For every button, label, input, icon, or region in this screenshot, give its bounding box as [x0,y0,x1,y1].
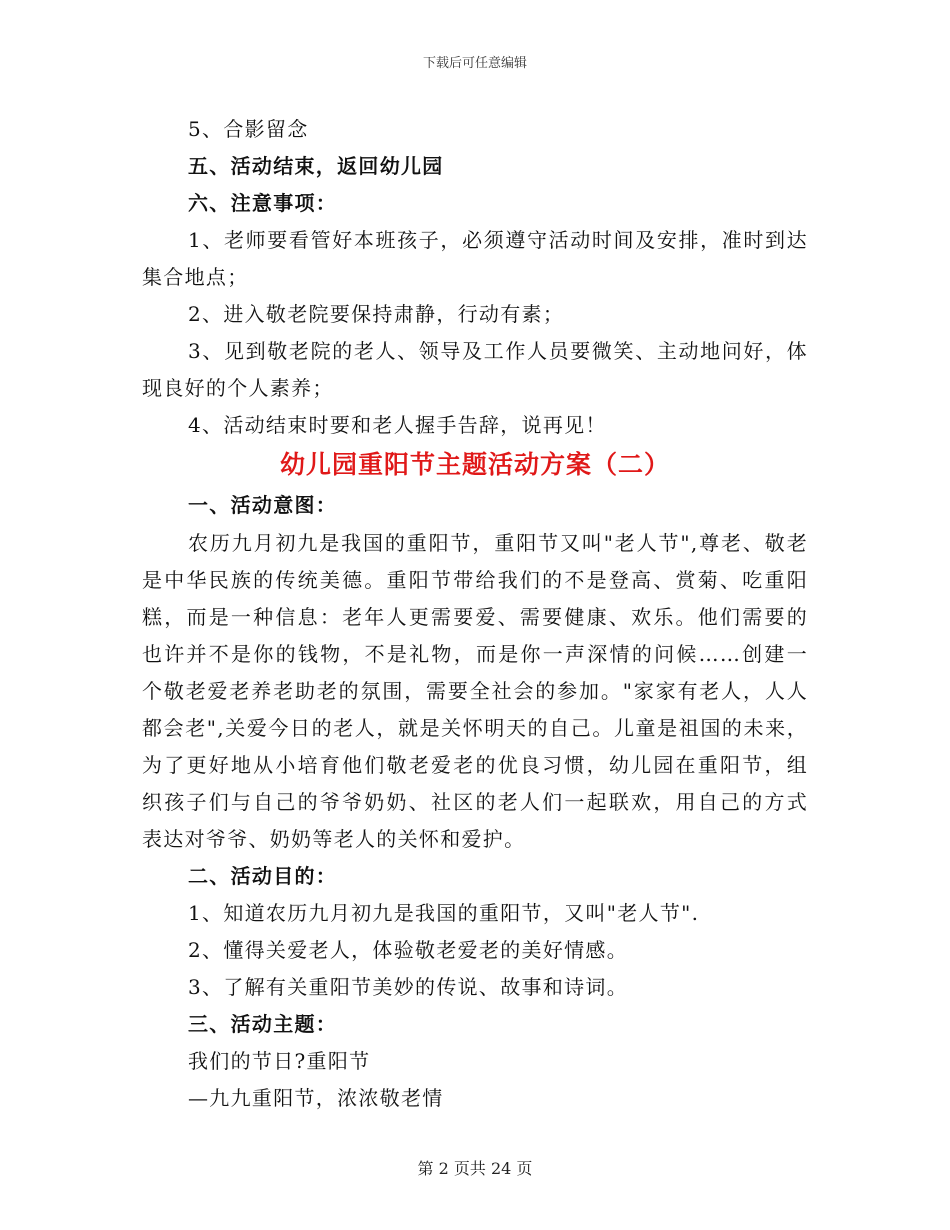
list-item: 2、懂得关爱老人，体验敬老爱老的美好情感。 [188,938,629,962]
paragraph-line: —九九重阳节，浓浓敬老情 [188,1086,444,1110]
paragraph-line: 我们的节日?重阳节 [188,1049,371,1073]
section-heading: 六、注意事项： [188,191,338,215]
section-heading: 一、活动意图： [188,493,338,517]
paragraph-line: 农历九月初九是我国的重阳节，重阳节又叫"老人节",尊老、敬老 [188,531,808,555]
section-heading: 五、活动结束，返回幼儿园 [188,154,444,178]
paragraph-line: 为了更好地从小培育他们敬老爱老的优良习惯，幼儿园在重阳节，组 [142,753,808,777]
section-heading: 二、活动目的： [188,864,338,888]
list-item: 3、了解有关重阳节美妙的传说、故事和诗词。 [188,975,629,999]
paragraph-line: 糕，而是一种信息：老年人更需要爱、需要健康、欢乐。他们需要的 [142,605,808,629]
section-heading: 三、活动主题： [188,1012,338,1036]
paragraph-line: 织孩子们与自己的爷爷奶奶、社区的老人们一起联欢，用自己的方式 [142,790,808,814]
list-item: 1、知道农历九月初九是我国的重阳节，又叫"老人节". [188,901,700,925]
list-item: 2、进入敬老院要保持肃静，行动有素； [188,302,565,326]
paragraph-line: 是中华民族的传统美德。重阳节带给我们的不是登高、赏菊、吃重阳 [142,568,808,592]
paragraph-line: 也许并不是你的钱物，不是礼物，而是你一声深情的问候……创建一 [142,642,808,666]
list-item: 5、合影留念 [188,117,309,141]
paragraph-line: 表达对爷爷、奶奶等老人的关怀和爱护。 [142,827,526,851]
page-footer: 第 2 页共 24 页 [417,1159,533,1178]
paragraph-line: 都会老",关爱今日的老人，就是关怀明天的自己。儿童是祖国的未来， [142,716,808,740]
section-title: 幼儿园重阳节主题活动方案（二） [279,450,670,479]
page-header: 下载后可任意编辑 [422,56,527,71]
paragraph-line: 现良好的个人素养； [142,376,334,400]
paragraph-line: 1、老师要看管好本班孩子，必须遵守活动时间及安排，准时到达 [188,228,808,252]
paragraph-line: 3、见到敬老院的老人、领导及工作人员要微笑、主动地问好，体 [188,339,808,363]
list-item: 4、活动结束时要和老人握手告辞，说再见！ [188,413,607,437]
paragraph-line: 个敬老爱老养老助老的氛围，需要全社会的参加。"家家有老人，人人 [142,679,808,703]
paragraph-line: 集合地点； [142,265,249,289]
